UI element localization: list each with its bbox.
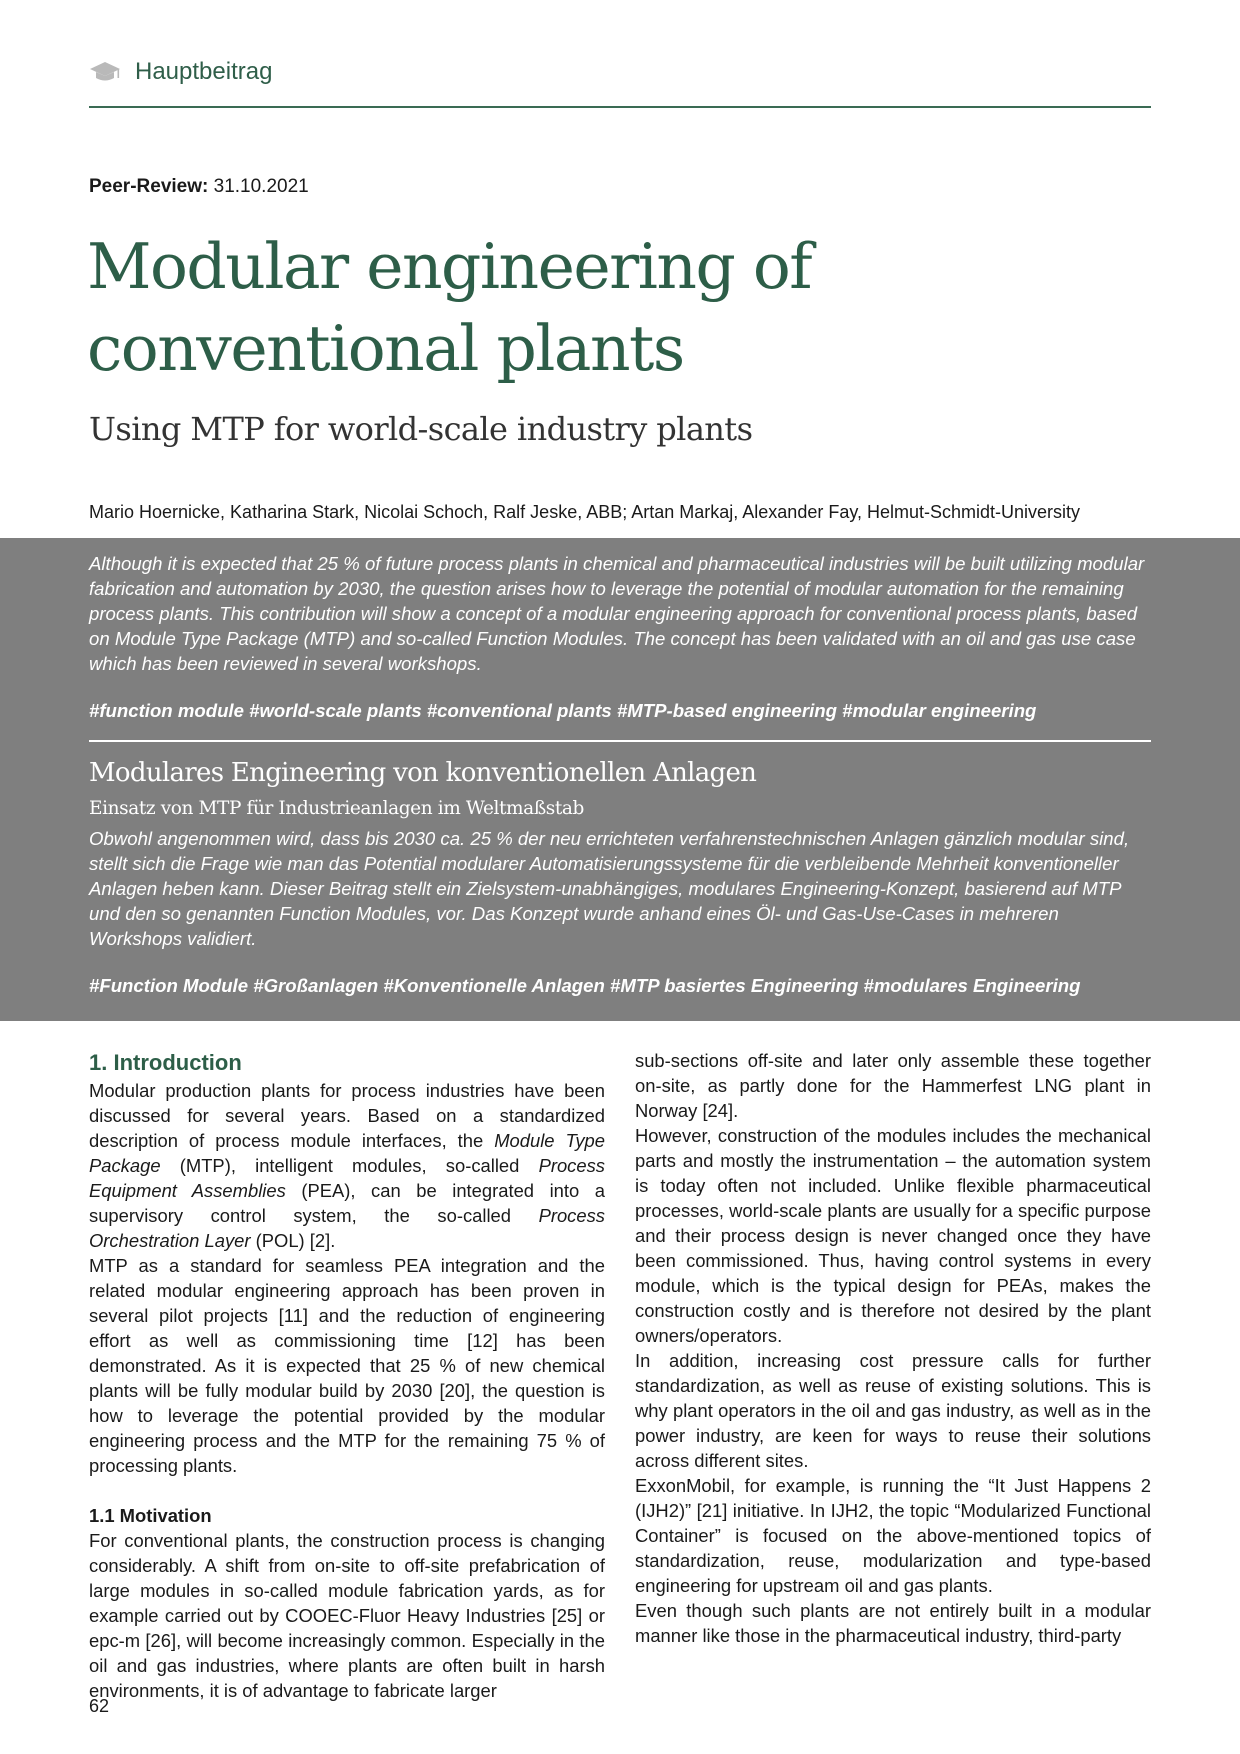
graduation-cap-icon xyxy=(89,60,121,84)
body-column-right xyxy=(635,1048,1151,1648)
body-column-left xyxy=(89,1048,605,1703)
paragraph: sub-sections off-site and later only assemble these together on-site, as partly done for the Hammerfest LNG plant in Norway [24]. xyxy=(635,1050,1151,1121)
keywords-german: #Function Module #Großanlagen #Konventionelle Anlagen #MTP basiertes Engineering #modulares Engineering xyxy=(89,975,1081,996)
section-label: Hauptbeitrag xyxy=(135,58,273,85)
abstract-english: Although it is expected that 25 % of future process plants in chemical and pharmaceutical industries will be built utilizing modular fabrication and automation by 2030, the question arises how to leverage the potential of modular automation for the remaining process plants. This contribution will show a concept of a modular engineering approach for conventional process plants, based on Module Type Package (MTP) and so-called Function Modules. The concept has been validated with an oil and gas use case which has been reviewed in several workshops. xyxy=(89,553,1145,674)
section-heading-introduction: 1. Introduction xyxy=(89,1050,242,1075)
subsection-heading-motivation: 1.1 Motivation xyxy=(89,1505,212,1526)
paragraph: MTP as a standard for seamless PEA integration and the related modular engineering approach has been proven in several pilot projects [11] and the reduction of engineering effort as well as commissioning time [12] has been demonstrated. As it is expected that 25 % of new chemical plants will be fully modular build by 2030 [20], the question is how to leverage the potential provided by the modular engineering process and the MTP for the remaining 75 % of processing plants. xyxy=(89,1255,605,1476)
peer-review-label: Peer-Review: xyxy=(89,176,209,197)
abstract-divider xyxy=(89,740,1151,742)
abstract-german: Obwohl angenommen wird, dass bis 2030 ca. 25 % der neu errichteten verfahrenstechnischen Anlagen gänzlich modular sind, stellt sich die Frage wie man das Potential modularer Automatisierungssysteme für die verbleibende Mehrheit konventioneller Anlagen heben kann. Dieser Beitrag stellt ein Zielsystem-unabhängiges, modulares Engineering-Konzept, basierend auf MTP und den so genannten Function Modules, vor. Das Konzept wurde anhand eines Öl- und Gas-Use-Cases in mehreren Workshops validiert. xyxy=(89,828,1130,949)
author-list: Mario Hoernicke, Katharina Stark, Nicolai Schoch, Ralf Jeske, ABB; Artan Markaj, Alexander Fay, Helmut-Schmidt-University xyxy=(89,502,1081,522)
paragraph: In addition, increasing cost pressure calls for further standardization, as well as reuse of existing solutions. This is why plant operators in the oil and gas industry, as well as in the power industry, are keen for ways to reuse their solutions across different sites. xyxy=(635,1350,1151,1471)
abstract-box xyxy=(0,538,1240,1021)
peer-review-line xyxy=(89,176,309,198)
paragraph: Even though such plants are not entirely built in a modular manner like those in the pharmaceutical industry, third-party xyxy=(635,1600,1151,1646)
article-title: Modular engineering of conventional plants xyxy=(87,230,812,385)
german-title: Modulares Engineering von konventionellen Anlagen xyxy=(89,758,757,788)
paragraph: Modular production plants for process industries have been discussed for several years. Based on a standardized description of process module interfaces, the Module Type Package (MTP), intelligent modules, so-called Process Equipment Assemblies (PEA), can be integrated into a supervisory control system, the so-called Process Orchestration Layer (POL) [2]. xyxy=(89,1080,605,1251)
article-subtitle: Using MTP for world-scale industry plants xyxy=(89,410,753,448)
paragraph: For conventional plants, the construction process is changing considerably. A shift from on-site to off-site prefabrication of large modules in so-called module fabrication yards, as for example carried out by COOEC-Fluor Heavy Industries [25] or epc-m [26], will become increasingly common. Especially in the oil and gas industries, where plants are often built in harsh environments, it is of advantage to fabricate larger xyxy=(89,1530,605,1701)
paragraph: ExxonMobil, for example, is running the “It Just Happens 2 (IJH2)” [21] initiative. In IJH2, the topic “Modularized Functional Container” is focused on the above-mentioned topics of standardization, reuse, modularization and type-based engineering for upstream oil and gas plants. xyxy=(635,1475,1151,1596)
section-header xyxy=(89,56,1151,108)
page-number: 62 xyxy=(89,1696,110,1716)
keywords-english: #function module #world-scale plants #conventional plants #MTP-based engineering #modular engineering xyxy=(89,700,1037,721)
paragraph: However, construction of the modules includes the mechanical parts and mostly the instrumentation – the automation system is today often not included. Unlike flexible pharmaceutical processes, world-scale plants are usually for a specific purpose and their process design is never changed once they have been commissioned. Thus, having control systems in every module, which is the typical design for PEAs, makes the construction costly and is therefore not desired by the plant owners/operators. xyxy=(635,1125,1151,1346)
german-subtitle: Einsatz von MTP für Industrieanlagen im Weltmaßstab xyxy=(89,798,584,819)
peer-review-date: 31.10.2021 xyxy=(213,176,309,197)
